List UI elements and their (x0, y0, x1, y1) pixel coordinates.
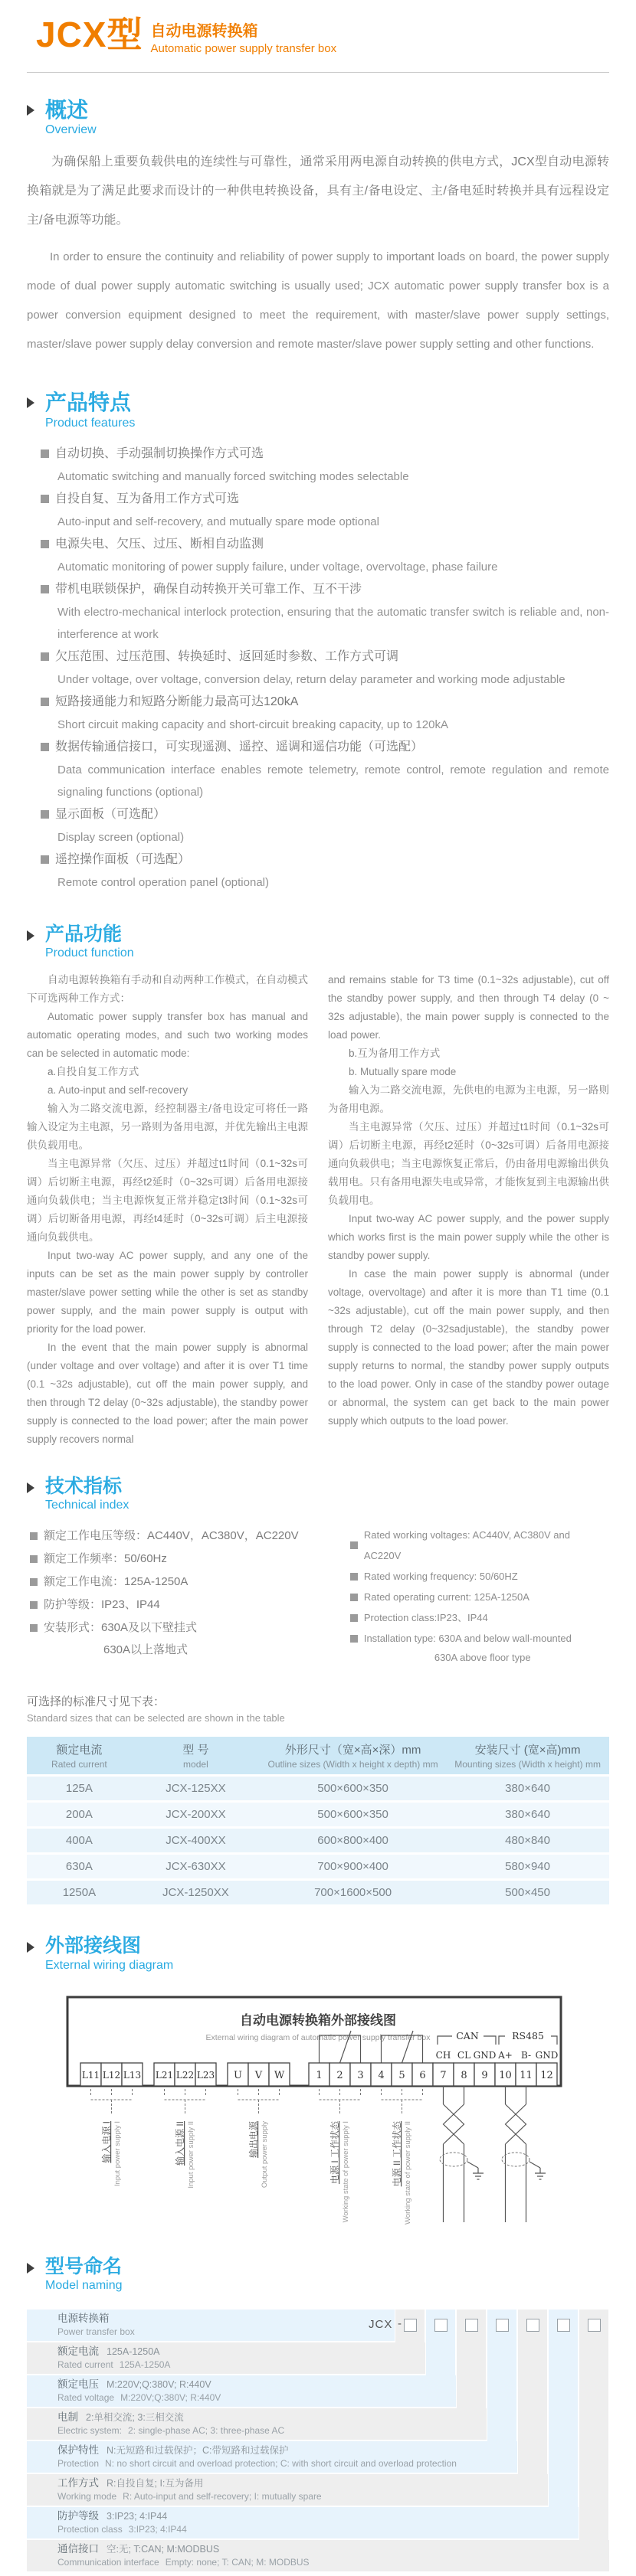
function-paragraph: a. Auto-input and self-recovery (48, 1084, 189, 1097)
section-model-naming (27, 2257, 609, 2576)
overview-heading-en: Overview (45, 123, 97, 137)
feature-text-cn: 带机电联锁保护，确保自动转换开关可靠工作、互不干涉 (55, 582, 362, 596)
function-heading-en: Product function (45, 946, 134, 960)
bullet-square-icon (350, 1573, 358, 1581)
cell-outline: 700×900×400 (260, 1855, 446, 1878)
cell-mounting: 380×640 (446, 1777, 609, 1800)
pin-label-ch: CH (435, 2049, 451, 2061)
cell-mounting: 500×450 (446, 1881, 609, 1904)
pin-label-gnd: GND (473, 2049, 497, 2061)
product-title-en: Automatic power supply transfer box (150, 42, 337, 55)
cell-mounting: 480×840 (446, 1829, 609, 1852)
group-label-output-cn: 输出电源 (248, 2120, 259, 2158)
naming-band: 额定电压 M:220V;Q:380V; R:440V Rated voltage M:220V;Q:380V; R:440V (27, 2375, 456, 2407)
feature-item (41, 578, 609, 646)
group-brace-output (238, 2089, 280, 2115)
table-row (27, 1881, 609, 1904)
spec-text: Installation type: 630A and below wall-mounted (363, 1633, 572, 1645)
model-code-dash: - (398, 2316, 402, 2330)
code-digit-box (588, 2319, 601, 2332)
terminal-5: 5 (398, 2069, 405, 2081)
terminal-8: 8 (461, 2069, 467, 2081)
section-marker-icon (27, 1942, 34, 1953)
table-header-row (27, 1737, 609, 1774)
feature-text-cn: 短路接通能力和短路分断能力最高可达120kA (55, 695, 299, 708)
feature-text-en: Automatic monitoring of power supply failure, under voltage, overvoltage, phase failure (57, 560, 498, 574)
feature-text-cn: 显示面板（可选配） (55, 807, 166, 821)
spec-item (30, 1617, 335, 1639)
section-product-function (27, 924, 609, 1449)
group-label-input2-en: Input power supply II (187, 2120, 195, 2189)
function-paragraph: 输入为二路交流电源，经控制器主/备电设定可将任一路输入设定为主电源，另一路则为备用电源，并优先输出主电源供负载用电。 (27, 1103, 308, 1152)
technical-heading-cn: 技术指标 (45, 1476, 123, 1498)
wiring-title-cn: 自动电源转换箱外部接线图 (240, 2012, 396, 2028)
bullet-square-icon (350, 1635, 358, 1643)
table-row (27, 1855, 609, 1878)
overview-paragraph-en: In order to ensure the continuity and reliability of power supply to important loads on board, the power supply mode of dual power supply automatic switching is usually used; JCX automatic power supply transfer box is a power conversion equipment designed to meet the requirement, with master/slave power supply settings, master/slave power supply delay conversion and remote master/slave power supply setting and other functions. (27, 250, 609, 351)
naming-band: 防护等级 3:IP23; 4:IP44 Protection class 3:IP23; 4:IP44 (27, 2507, 579, 2538)
spec-text: 额定工作频率：50/60Hz (44, 1552, 167, 1566)
function-right-column (328, 971, 609, 1449)
terminal-6: 6 (419, 2069, 426, 2081)
feature-text-en: Under voltage, over voltage, conversion delay, return delay parameter and working mode adjustable (57, 672, 566, 686)
naming-band: 保护特性 N:无短路和过载保护；C:带短路和过载保护 Protection N: no short circuit and overload protection; C: with short circuit and overload protection (27, 2441, 517, 2473)
model-code-prefix: JCX (369, 2317, 393, 2331)
group-brace-input1 (91, 2089, 133, 2115)
cell-model: JCX-630XX (132, 1855, 260, 1878)
terminal-L13: L13 (123, 2069, 142, 2081)
feature-text-cn: 欠压范围、过压范围、转换延时、返回延时参数、工作方式可调 (55, 649, 399, 663)
function-paragraph: Input two-way AC power supply, and the power supply which works first is the main power supply while the other is standby power supply. (328, 1213, 609, 1262)
table-row (27, 1829, 609, 1852)
bullet-square-icon (41, 495, 49, 503)
table-row (27, 1803, 609, 1826)
spec-text: 防护等级：IP23、IP44 (44, 1598, 160, 1612)
cell-mounting: 380×640 (446, 1803, 609, 1826)
terminal-L21: L21 (155, 2069, 174, 2081)
terminal-9: 9 (481, 2069, 488, 2081)
section-technical-index (27, 1476, 609, 1907)
naming-heading-en: Model naming (45, 2278, 123, 2292)
section-marker-icon (27, 930, 34, 941)
terminal-W: W (274, 2069, 285, 2081)
spec-item (350, 1566, 609, 1587)
cell-model: JCX-200XX (132, 1803, 260, 1826)
cell-rated-current: 200A (27, 1803, 132, 1826)
spec-text: 安装形式：630A及以下壁挂式 (44, 1621, 198, 1635)
features-heading-cn: 产品特点 (45, 391, 132, 415)
section-marker-icon (27, 2263, 34, 2274)
feature-text-cn: 自投自复、互为备用工作方式可选 (55, 492, 240, 505)
spec-text: 额定工作电流：125A-1250A (44, 1575, 189, 1589)
feature-text-en: With electro-mechanical interlock protection, ensuring that the automatic transfer switch is reliable and, non-interference at work (57, 605, 609, 641)
technical-left-column (30, 1525, 335, 1667)
function-paragraph: In the event that the main power supply is abnormal (under voltage and over voltage) and after it is over T1 time (0.1 ~32s adjustable), cut off the main power supply, and then through T2 delay (0~32s adjustable), the standby power supply is connected to the load power; after the main power supply recovers normal (27, 1342, 308, 1446)
function-paragraph: 自动电源转换箱有手动和自动两种工作模式，在自动模式下可选两种工作方式： (27, 974, 308, 1005)
bullet-square-icon (350, 1614, 358, 1622)
function-paragraph: and remains stable for T3 time (0.1~32s adjustable), cut off the standby power supply, and then through T4 delay (0 ~ 32s adjustable), the main power supply is connected to the load power. (328, 974, 609, 1041)
feature-item (41, 736, 609, 803)
bullet-square-icon (41, 652, 49, 661)
terminal-4: 4 (378, 2069, 385, 2081)
cell-mounting: 580×940 (446, 1855, 609, 1878)
group-label-output-en: Output power supply (261, 2120, 269, 2188)
spec-item (350, 1628, 609, 1649)
naming-heading-cn: 型号命名 (45, 2255, 123, 2277)
feature-item (41, 646, 609, 691)
code-digit-box (526, 2319, 539, 2332)
group-label-input2-cn: 输入电源 II (175, 2120, 185, 2166)
spec-text-continued: 630A以上落地式 (103, 1643, 189, 1657)
feature-item (41, 443, 609, 488)
cell-outline: 600×800×400 (260, 1829, 446, 1852)
feature-text-en: Display screen (optional) (57, 830, 185, 844)
function-paragraph: a.自投自复工作方式 (48, 1066, 139, 1078)
feature-text-en: Auto-input and self-recovery, and mutually spare mode optional (57, 515, 379, 528)
spec-item (350, 1587, 609, 1607)
section-overview (27, 99, 609, 359)
bullet-square-icon (41, 698, 49, 706)
technical-columns (27, 1525, 609, 1667)
bullet-square-icon (350, 1541, 358, 1549)
spec-item (30, 1548, 335, 1571)
wiring-heading-en: External wiring diagram (45, 1958, 174, 1972)
feature-text-en: Automatic switching and manually forced switching modes selectable (57, 469, 409, 483)
group-brace-state1 (320, 2089, 361, 2115)
terminal-1: 1 (316, 2069, 323, 2081)
feature-text-cn: 自动切换、手动强制切换操作方式可选 (55, 446, 264, 460)
section-marker-icon (27, 397, 34, 408)
cell-rated-current: 630A (27, 1855, 132, 1878)
feature-list (27, 443, 609, 894)
table-row (27, 1777, 609, 1800)
model-naming-diagram (27, 2310, 609, 2576)
terminal-L11: L11 (81, 2069, 100, 2081)
code-column-stripe (549, 2310, 578, 2538)
feature-text-cn: 电源失电、欠压、过压、断相自动监测 (55, 537, 264, 551)
wiring-diagram (65, 1992, 571, 2234)
code-digit-box (404, 2319, 417, 2332)
naming-band: 电源转换箱 Power transfer box (27, 2310, 395, 2341)
spec-item (30, 1571, 335, 1594)
feature-item (41, 691, 609, 736)
bullet-square-icon (41, 585, 49, 593)
twisted-pair-can (444, 2086, 464, 2222)
terminal-L12: L12 (102, 2069, 121, 2081)
spec-text: Rated working frequency: 50/60HZ (363, 1571, 518, 1583)
bullet-square-icon (41, 810, 49, 819)
terminal-2: 2 (336, 2069, 343, 2081)
naming-band: 额定电流 125A-1250A Rated current 125A-1250A (27, 2342, 425, 2374)
page-header (27, 15, 609, 55)
feature-item (41, 488, 609, 533)
cell-model: JCX-125XX (132, 1777, 260, 1800)
twisted-pair-rs485 (506, 2086, 526, 2222)
terminal-7: 7 (440, 2069, 447, 2081)
spec-text: Rated working voltages: AC440V, AC380V and AC220V (363, 1529, 570, 1562)
bullet-square-icon (30, 1555, 38, 1563)
bullet-square-icon (41, 449, 49, 458)
ground-symbol-can (467, 2162, 484, 2179)
col-rated-current: 额定电流 Rated current (27, 1737, 132, 1774)
function-columns (27, 971, 609, 1449)
sizes-intro-cn: 可选择的标准尺寸见下表： (27, 1695, 166, 1709)
cell-outline: 500×600×350 (260, 1777, 446, 1800)
pin-label-aplus: A+ (498, 2049, 513, 2061)
spec-text-continued: 630A above floor type (434, 1652, 531, 1664)
col-outline-sizes: 外形尺寸（宽×高×深）mm Outline sizes (Width x height x depth) mm (260, 1737, 446, 1774)
spec-item (30, 1525, 335, 1548)
feature-item (41, 533, 609, 578)
group-brace-input2 (165, 2089, 206, 2115)
feature-text-cn: 遥控操作面板（可选配） (55, 852, 191, 866)
spec-text: Protection class:IP23、IP44 (363, 1612, 488, 1624)
feature-item (41, 848, 609, 894)
section-wiring-diagram (27, 1936, 609, 2233)
cell-rated-current: 125A (27, 1777, 132, 1800)
cell-outline: 700×1600×500 (260, 1881, 446, 1904)
code-column-stripe (579, 2310, 608, 2571)
cable-shield-can (440, 2153, 467, 2166)
overview-paragraph-cn: 为确保船上重要负载供电的连续性与可靠性，通常采用两电源自动转换的供电方式，JCX型自动电源转换箱就是为了满足此要求而设计的一种供电转换设备，具有主/备电设定、主/备电延时转换并具有远程设定主/备电源等功能。 (27, 155, 609, 227)
group-label-input1-en: Input power supply I (113, 2120, 122, 2186)
bullet-square-icon (350, 1594, 358, 1601)
col-model: 型 号 model (132, 1737, 260, 1774)
function-paragraph: 当主电源异常（欠压、过压）并超过t1时间（0.1~32s可调）后切断主电源，再经t2延时（0~32s可调）后备用电源接通向负载供电；当主电源恢复正常并稳定t3时间（0.1~32s可调）后切断备用电源，再经t4延时（0~32s可调）后主电源接通向负载供电。 (27, 1158, 308, 1244)
naming-band: 通信接口 空:无; T:CAN; M:MODBUS Communication interface Empty: none; T: CAN; M: MODBUS (27, 2540, 609, 2571)
function-paragraph: Automatic power supply transfer box has manual and automatic operating modes, and such two working modes can be selected in automatic mode: (27, 1011, 308, 1060)
bullet-square-icon (30, 1624, 38, 1632)
overview-heading-cn: 概述 (45, 98, 89, 122)
bullet-square-icon (30, 1578, 38, 1586)
spec-text: Rated operating current: 125A-1250A (363, 1591, 529, 1603)
feature-text-en: Data communication interface enables remote telemetry, remote control, remote regulation and remote signaling functions (optional) (57, 763, 609, 799)
section-marker-icon (27, 105, 34, 116)
group-label-input1-cn: 输入电源 I (101, 2120, 112, 2163)
code-digit-box (557, 2319, 570, 2332)
standard-sizes-table (27, 1734, 609, 1907)
product-title-cn: 自动电源转换箱 (150, 23, 258, 40)
header-divider (27, 72, 609, 73)
naming-band: 电制 2:单相交流; 3:三相交流 Electric system: 2: single-phase AC; 3: three-phase AC (27, 2408, 487, 2440)
col-mounting-sizes: 安装尺寸 (宽×高)mm Mounting sizes (Width x height) mm (446, 1737, 609, 1774)
product-model: JCX型 (36, 15, 143, 54)
cell-model: JCX-400XX (132, 1829, 260, 1852)
cell-rated-current: 400A (27, 1829, 132, 1852)
naming-band: 工作方式 R:自投自复; I:互为备用 Working mode R: Auto-input and self-recovery; I: mutually spare (27, 2474, 548, 2506)
code-digit-box (465, 2319, 478, 2332)
function-paragraph: 当主电源异常（欠压、过压）并超过t1时间（0.1~32s可调）后切断主电源，再经t2延时（0~32s可调）后备用电源接通向负载供电；当主电源恢复正常后，仍由备用电源输出供负载用电。只有备用电源失电或异常，才能恢复到主电源输出供负载用电。 (328, 1121, 609, 1207)
group-label-state1-cn: 电源 I 工作状态 (329, 2120, 340, 2184)
function-paragraph: Input two-way AC power supply, and any one of the inputs can be set as the main power supply by controller master/slave power setting while the other is set as standby power supply, and the main power supply is output with priority for the load power. (27, 1250, 308, 1335)
bullet-square-icon (41, 855, 49, 864)
terminal-L22: L22 (175, 2069, 195, 2081)
function-paragraph: 输入为二路交流电源，先供电的电源为主电源，另一路则为备用电源。 (328, 1084, 609, 1115)
function-left-column (27, 971, 308, 1449)
cell-outline: 500×600×350 (260, 1803, 446, 1826)
terminal-L23: L23 (196, 2069, 215, 2081)
code-digit-box (434, 2319, 447, 2332)
technical-heading-en: Technical index (45, 1499, 129, 1512)
section-marker-icon (27, 1483, 34, 1493)
wiring-heading-cn: 外部接线图 (45, 1935, 142, 1957)
code-digit-box (496, 2319, 509, 2332)
spec-item (350, 1607, 609, 1628)
cell-model: JCX-1250XX (132, 1881, 260, 1904)
terminal-12: 12 (540, 2069, 553, 2081)
function-heading-cn: 产品功能 (45, 923, 123, 945)
spec-item (30, 1594, 335, 1617)
model-code-row (27, 2310, 609, 2341)
terminal-U: U (234, 2069, 242, 2081)
pin-label-bminus: B- (520, 2049, 532, 2061)
spec-item (350, 1525, 609, 1566)
function-paragraph: b. Mutually spare mode (349, 1066, 457, 1078)
technical-right-column (350, 1525, 609, 1667)
bullet-square-icon (41, 540, 49, 548)
ground-symbol-rs485 (529, 2162, 546, 2179)
feature-item (41, 803, 609, 848)
terminal-V: V (254, 2069, 263, 2081)
bullet-square-icon (30, 1601, 38, 1609)
feature-text-en: Remote control operation panel (optional) (57, 875, 269, 889)
bullet-square-icon (41, 743, 49, 751)
spec-text: 额定工作电压等级：AC440V，AC380V，AC220V (44, 1529, 299, 1543)
terminal-10: 10 (499, 2069, 512, 2081)
function-paragraph: b.互为备用工作方式 (349, 1048, 441, 1060)
group-label-state2-en: Working state of power supply II (404, 2120, 412, 2225)
wiring-title-en: External wiring diagram of automatic power supply transfer box (205, 2032, 431, 2042)
cable-shield-rs485 (502, 2153, 529, 2166)
bullet-square-icon (30, 1532, 38, 1540)
cell-rated-current: 1250A (27, 1881, 132, 1904)
terminal-11: 11 (520, 2069, 533, 2081)
pin-label-gnd2: GND (535, 2049, 559, 2061)
group-label-state1-en: Working state of power supply I (342, 2120, 350, 2222)
rs485-label: RS485 (512, 2029, 544, 2042)
feature-text-en: Short circuit making capacity and short-circuit breaking capacity, up to 120kA (57, 718, 448, 731)
can-label: CAN (456, 2029, 479, 2042)
terminal-3: 3 (357, 2069, 364, 2081)
features-heading-en: Product features (45, 416, 136, 430)
function-paragraph: In case the main power supply is abnormal (under voltage, overvoltage) and after it is more than T1 time (0.1 ~32s adjustable), cut off the main power supply, and then through T2 delay (0~32sadjustable), the standby power supply is connected to the load power; after the main power supply returns to normal, the standby power supply outputs to the load power. Only in case of the standby power outage or abnormal, the system can get back to the main power supply which outputs to the load power. (328, 1268, 609, 1427)
group-label-state2-cn: 电源 II 工作状态 (392, 2120, 402, 2186)
group-brace-state2 (382, 2089, 423, 2115)
pin-label-cl: CL (457, 2049, 471, 2061)
feature-text-cn: 数据传输通信接口，可实现遥测、遥控、遥调和遥信功能（可选配） (55, 740, 424, 754)
section-product-features (27, 391, 609, 893)
sizes-intro-en: Standard sizes that can be selected are shown in the table (27, 1712, 285, 1724)
